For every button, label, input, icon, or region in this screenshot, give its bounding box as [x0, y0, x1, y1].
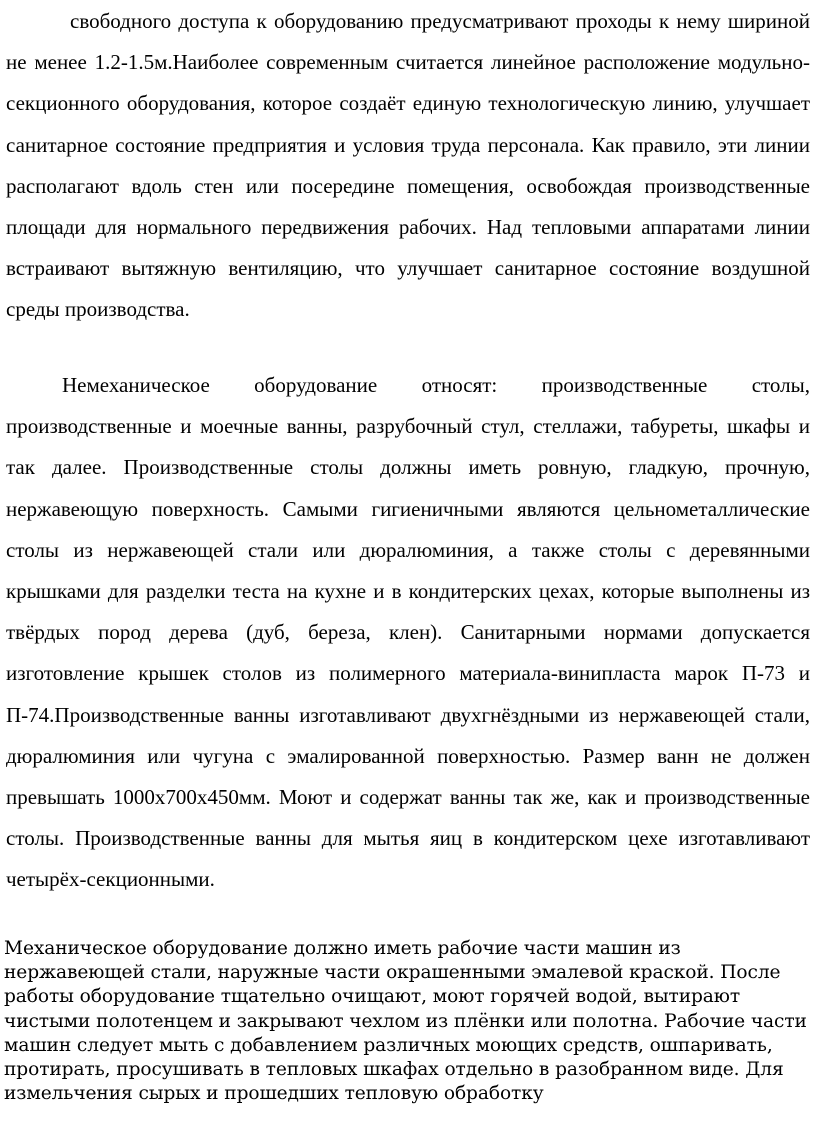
- paragraph-mechanical-equipment: Механическое оборудование должно иметь рабочие части машин из нержавеющей стали, наружные части окрашенными эмалевой краской. После работы оборудование тщательно очищают, моют горячей водой, вытирают чистыми полотенцем и закрывают чехлом из плёнки или полотна. Рабочие части машин следует мыть с добавлением различных моющих средств, ошпаривать, протирать, просушивать в тепловых шкафах отдельно в разобранном виде. Для измельчения сырых и прошедших тепловую обработку: [4, 938, 807, 1105]
- paragraph-non-mechanical-equipment: Немеханическое оборудование относят: производственные столы, производственные и моечные ванны, разрубочный стул, стеллажи, табуреты, шкафы и так далее. Производственные столы должны иметь ровную, гладкую, прочную, нержавеющую поверхность. Самыми гигиеничными являются цельнометаллические столы из нержавеющей стали или дюралюминия, а также столы с деревянными крышками для разделки теста на кухне и в кондитерских цехах, которые выполнены из твёрдых пород дерева (дуб, береза, клен). Санитарными нормами допускается изготовление крышек столов из полимерного материала-винипласта марок П-73 и П-74.Производственные ванны изготавливают двухгнёздными из нержавеющей стали, дюралюминия или чугуна с эмалированной поверхностью. Размер ванн не должен превышать 1000х700х450мм. Моют и содержат ванны так же, как и производственные столы. Производственные ванны для мытья яиц в кондитерском цехе изготавливают четырёх-секционными.: [6, 373, 810, 892]
- paragraph-equipment-layout: свободного доступа к оборудованию предусматривают проходы к нему шириной не менее 1.2-1.5м.Наиболее современным считается линейное расположение модульно- секционного оборудования, которое создаёт единую технологическую линию, улучшает санитарное состояние предприятия и условия труда персонала. Как правило, эти линии располагают вдоль стен или посередине помещения, освобождая производственные площади для нормального передвижения рабочих. Над тепловыми аппаратами линии встраивают вытяжную вентиляцию, что улучшает санитарное состояние воздушной среды производства.: [6, 9, 810, 322]
